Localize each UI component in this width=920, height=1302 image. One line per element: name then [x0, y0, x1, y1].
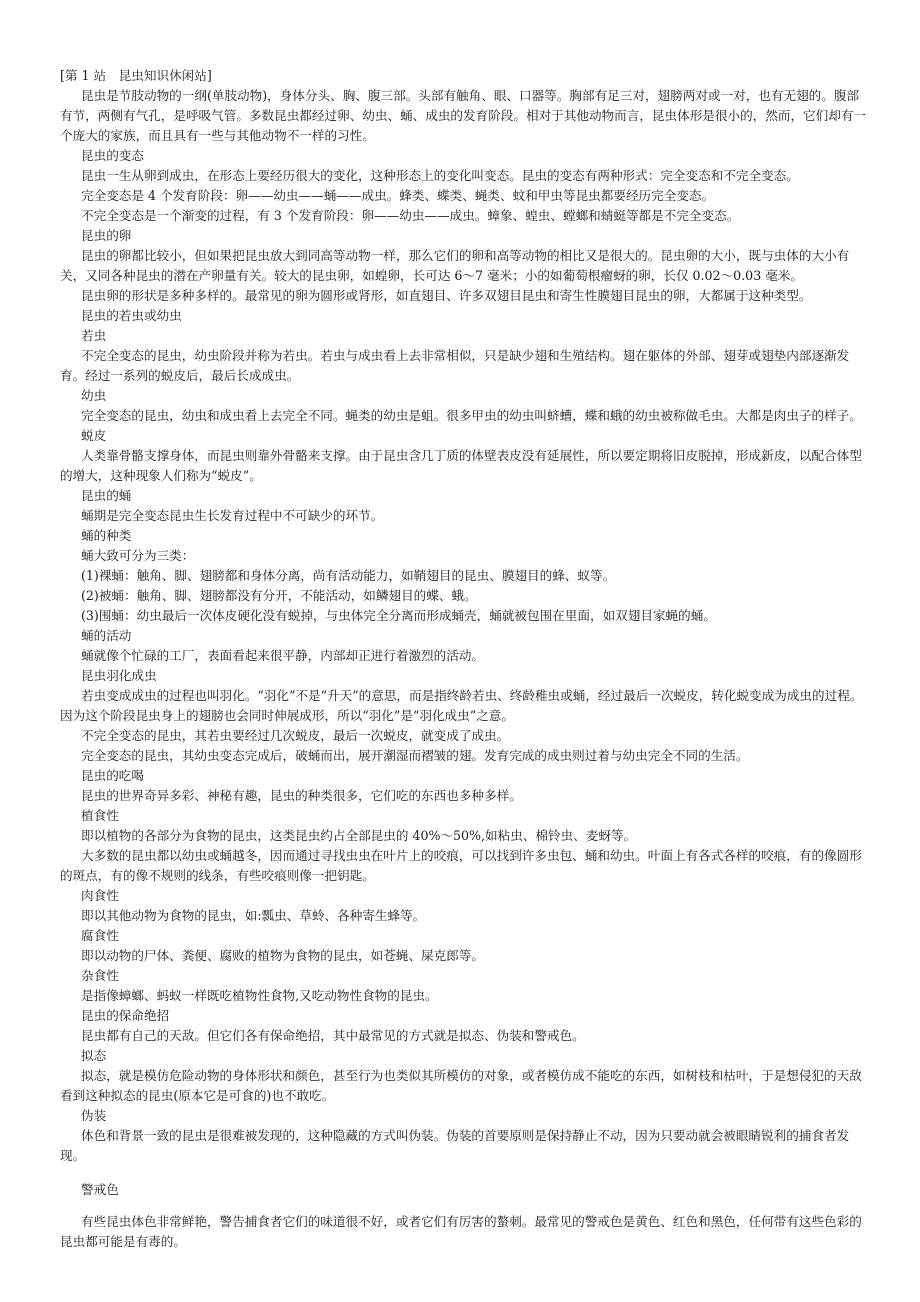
section-line: 蛹的种类 — [81, 528, 132, 543]
paragraph: 若虫变成成虫的过程也叫羽化。“羽化”不是“升天”的意思，而是指终龄若虫、终龄稚虫或蛹，经过最后一次蜕皮，转化蜕变成为成虫的过程。因为这个阶段昆虫身上的翅膀也会同时伸展成形，所以“羽化”是“羽化成虫”之意。 — [60, 688, 863, 723]
section-line: 幼虫 — [81, 388, 107, 403]
section-line: 肉食性 — [81, 888, 119, 903]
section-line: 蜕皮 — [81, 428, 107, 443]
paragraph: 大多数的昆虫都以幼虫或蛹越冬，因而通过寻找虫虫在叶片上的咬痕，可以找到许多虫包、蛹和幼虫。叶面上有各式各样的咬痕，有的像圆形的斑点，有的像不规则的线条，有些咬痕则像一把钥匙。 — [60, 848, 862, 883]
section-line: 即以动物的尸体、粪便、腐败的植物为食物的昆虫，如苍蝇、屎克郎等。 — [81, 948, 484, 963]
section-line: 伪装 — [81, 1108, 107, 1123]
paragraph: 完全变态的昆虫，幼虫和成虫看上去完全不同。蝇类的幼虫是蛆。很多甲虫的幼虫叫蛴螬，蝶和蛾的幼虫被称做毛虫。大都是肉虫子的样子。 — [81, 408, 862, 423]
section-line: (2)被蛹：触角、脚、翅膀都没有分开，不能活动，如鳞翅目的蝶、蛾。 — [81, 588, 477, 603]
paragraph: 不完全变态是一个渐变的过程，有 3 个发育阶段：卵——幼虫——成虫。蟑象、蝗虫、螳螂和蜻蜓等都是不完全变态。 — [81, 208, 740, 223]
paragraph: 昆虫卵的形状是多种多样的。最常见的卵为圆形或肾形，如直翅目、许多双翅目昆虫和寄生性膜翅目昆虫的卵，大都属于这种类型。 — [81, 288, 812, 303]
section-line: 昆虫的若虫或幼虫 — [81, 308, 182, 323]
section-line: 是指像蟑螂、蚂蚁一样既吃植物性食物,又吃动物性食物的昆虫。 — [81, 988, 438, 1003]
section-line: (1)裸蛹：触角、脚、翅膀都和身体分离，尚有活动能力，如鞘翅目的昆虫、膜翅目的蜂、蚁等。 — [81, 568, 616, 583]
paragraph: 不完全变态的昆虫，其若虫要经过几次蜕皮，最后一次蜕皮，就变成了成虫。 — [81, 728, 510, 743]
paragraph: 拟态，就是模仿危险动物的身体形状和颜色，甚至行为也类似其所模仿的对象，或者模仿成不能吃的东西，如树枝和枯叶，于是想侵犯的天敌看到这种拟态的昆虫(原本它是可食的)也不敢吃。 — [60, 1068, 862, 1103]
paragraph: 昆虫是节肢动物的一纲(单肢动物)，身体分头、胸、腹三部。头部有触角、眼、口器等。胸部有足三对，翅膀两对或一对，也有无翅的。腹部有节，两侧有气孔，是呼吸气管。多数昆虫都经过卵、幼虫、蛹、成虫的发育阶段。相对于其他动物而言，昆虫体形是很小的，然而，它们却有一个庞大的家族，而且具有一些与其他动物不一样的习性。 — [60, 88, 866, 143]
section-line: 即以其他动物为食物的昆虫，如:瓢虫、草蛉、各种寄生蜂等。 — [81, 908, 426, 923]
section-line: (3)围蛹：幼虫最后一次体皮硬化没有蜕掉，与虫体完全分离而形成蛹壳，蛹就被包围在里面，如双翅目家蝇的蛹。 — [81, 608, 716, 623]
section-line: 蛹大致可分为三类： — [81, 548, 195, 563]
section-line: 昆虫羽化成虫 — [81, 668, 157, 683]
section-line: 昆虫的吃喝 — [81, 768, 144, 783]
section-line: 即以植物的各部分为食物的昆虫，这类昆虫约占全部昆虫的 40%～50%,如粘虫、棉铃虫、麦蚜等。 — [81, 828, 637, 843]
section-line: 腐食性 — [81, 928, 119, 943]
section-line: 拟态 — [81, 1048, 107, 1063]
section-line: 蛹就像个忙碌的工厂，表面看起来很平静，内部却正进行着激烈的活动。 — [81, 648, 484, 663]
section-line: 植食性 — [81, 808, 119, 823]
document-page — [60, 66, 870, 1252]
paragraph: 完全变态的昆虫，其幼虫变态完成后，破蛹而出，展开潮湿而褶皱的翅。发育完成的成虫则过着与幼虫完全不同的生活。 — [81, 748, 749, 763]
paragraph: 人类靠骨骼支撑身体，而昆虫则靠外骨骼来支撑。由于昆虫含几丁质的体壁表皮没有延展性，所以要定期将旧皮脱掉，形成新皮，以配合体型的增大，这种现象人们称为“蜕皮”。 — [60, 448, 862, 483]
paragraph: 有些昆虫体色非常鲜艳，警告捕食者它们的味道很不好，或者它们有厉害的螯刺。最常见的警戒色是黄色、红色和黑色，任何带有这些色彩的昆虫都可能是有毒的。 — [60, 1214, 862, 1249]
paragraph: 昆虫一生从卵到成虫，在形态上要经历很大的变化，这种形态上的变化叫变态。昆虫的变态有两种形式：完全变态和不完全变态。 — [81, 168, 799, 183]
section-line: 昆虫的世界奇异多彩、神秘有趣，昆虫的种类很多，它们吃的东西也多种多样。 — [81, 788, 522, 803]
section-line: 昆虫的保命绝招 — [81, 1008, 170, 1023]
section-line: 体色和背景一致的昆虫是很难被发现的，这种隐藏的方式叫伪装。伪装的首要原则是保持静止不动，因为只要动就会被眼睛锐利的捕食者发现。 — [60, 1128, 850, 1163]
document-title: [第 1 站 昆虫知识休闲站] — [60, 68, 212, 83]
section-line: 杂食性 — [81, 968, 119, 983]
section-line: 蛹的活动 — [81, 628, 132, 643]
paragraph: 昆虫的卵都比较小，但如果把昆虫放大到同高等动物一样，那么它们的卵和高等动物的相比又是很大的。昆虫卵的大小，既与虫体的大小有关，又同各种昆虫的潜在产卵量有关。较大的昆虫卵，如蝗卵，长可达 6～7 毫米；小的如葡萄根瘤蚜的卵，长仅 0.02～0.03 毫米。 — [60, 248, 850, 283]
section-line: 蛹期是完全变态昆虫生长发育过程中不可缺少的环节。 — [81, 508, 384, 523]
section-line: 昆虫的蛹 — [81, 488, 132, 503]
paragraph: 完全变态是 4 个发育阶段：卵——幼虫——蛹——成虫。蜂类、蝶类、蝇类、蚊和甲虫等昆虫都要经历完全变态。 — [81, 188, 715, 203]
section-line: 昆虫的卵 — [81, 228, 132, 243]
section-heading: 警戒色 — [81, 1182, 119, 1197]
section-line: 昆虫都有自己的天敌。但它们各有保命绝招，其中最常见的方式就是拟态、伪装和警戒色。 — [81, 1028, 585, 1043]
paragraph: 不完全变态的昆虫，幼虫阶段并称为若虫。若虫与成虫看上去非常相似，只是缺少翅和生殖结构。翅在躯体的外部、翅芽或翅垫内部逐渐发育。经过一系列的蜕皮后，最后长成成虫。 — [60, 348, 850, 383]
section-line: 若虫 — [81, 328, 107, 343]
section-line: 昆虫的变态 — [81, 148, 144, 163]
